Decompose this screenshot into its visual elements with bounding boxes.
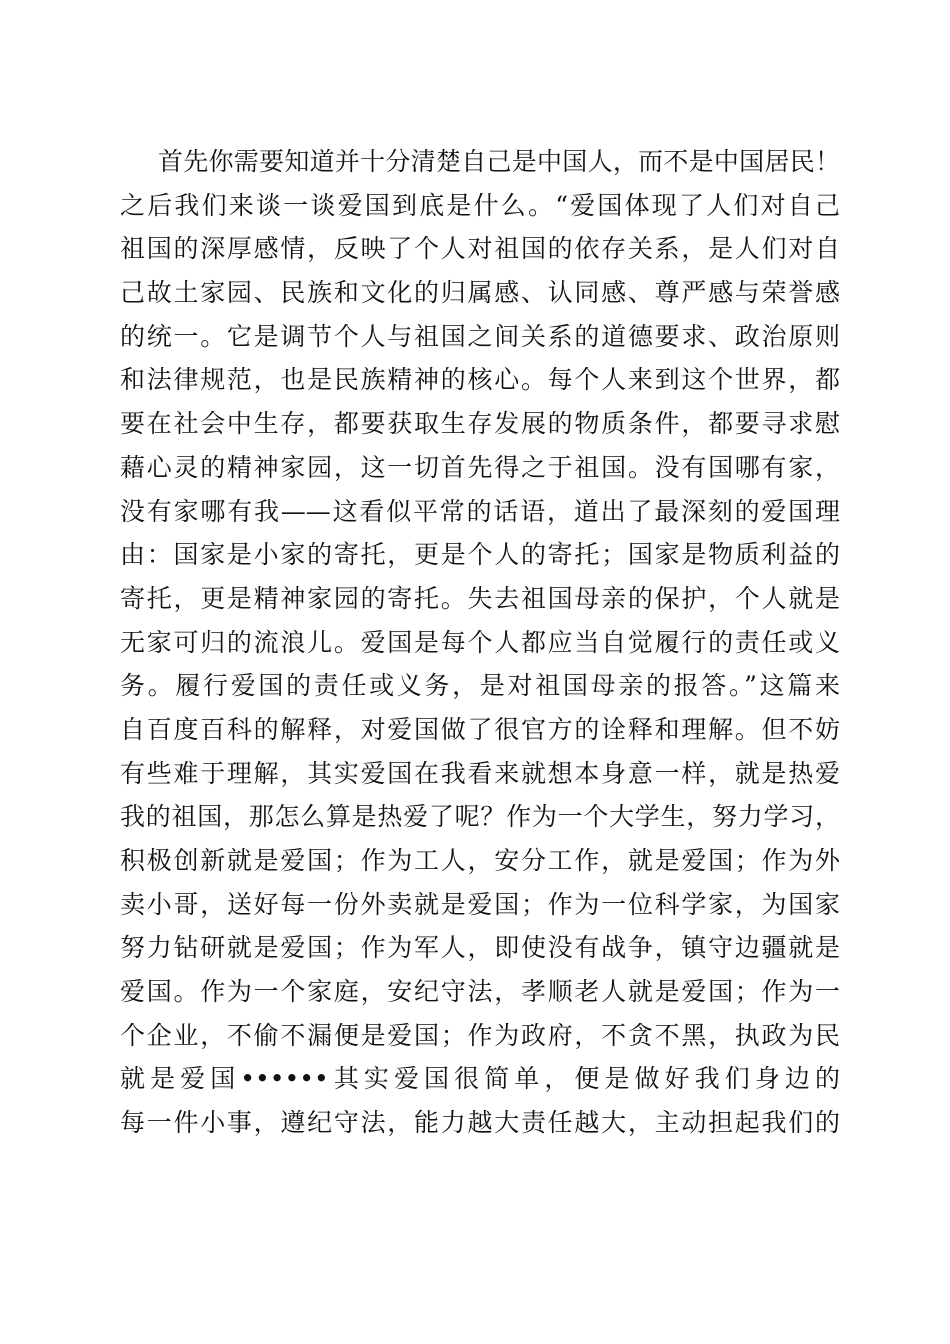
text-line: 藉心灵的精神家园，这一切首先得之于祖国。没有国哪有家，	[120, 452, 840, 482]
text-line: 努力钻研就是爱国；作为军人，即使没有战争，镇守边疆就是	[120, 933, 840, 963]
body-paragraph	[120, 140, 840, 1145]
text-line: 有些难于理解，其实爱国在我看来就想本身意一样，就是热爱	[120, 758, 840, 788]
text-line: 个企业，不偷不漏便是爱国；作为政府，不贪不黑，执政为民	[120, 1020, 840, 1050]
text-line: 爱国。作为一个家庭，安纪守法，孝顺老人就是爱国；作为一	[120, 977, 840, 1007]
text-line: 无家可归的流浪儿。爱国是每个人都应当自觉履行的责任或义	[120, 627, 840, 657]
text-line: 之后我们来谈一谈爱国到底是什么。“爱国体现了人们对自己	[120, 190, 840, 220]
text-line: 自百度百科的解释，对爱国做了很官方的诠释和理解。但不妨	[120, 714, 840, 744]
text-line: 要在社会中生存，都要获取生存发展的物质条件，都要寻求慰	[120, 409, 840, 439]
text-line: 祖国的深厚感情，反映了个人对祖国的依存关系，是人们对自	[120, 234, 840, 264]
text-line: 我的祖国，那怎么算是热爱了呢？作为一个大学生，努力学习，	[120, 802, 840, 832]
text-line: 的统一。它是调节个人与祖国之间关系的道德要求、政治原则	[120, 321, 840, 351]
text-line: 积极创新就是爱国；作为工人，安分工作，就是爱国；作为外	[120, 846, 840, 875]
text-line: 己故土家园、民族和文化的归属感、认同感、尊严感与荣誉感	[120, 278, 840, 308]
text-line: 和法律规范，也是民族精神的核心。每个人来到这个世界，都	[120, 365, 840, 395]
text-line: 务。履行爱国的责任或义务，是对祖国母亲的报答。”这篇来	[120, 671, 840, 701]
text-line: 首先你需要知道并十分清楚自己是中国人，而不是中国居民！	[158, 147, 840, 176]
text-line: 没有家哪有我——这看似平常的话语，道出了最深刻的爱国理	[120, 496, 840, 526]
text-line: 寄托，更是精神家园的寄托。失去祖国母亲的保护，个人就是	[120, 583, 840, 613]
text-line: 每一件小事，遵纪守法，能力越大责任越大，主动担起我们的	[120, 1108, 840, 1138]
text-line: 卖小哥，送好每一份外卖就是爱国；作为一位科学家，为国家	[120, 889, 840, 919]
text-line: 由：国家是小家的寄托，更是个人的寄托；国家是物质利益的	[120, 540, 840, 570]
text-line: 就是爱国••••••其实爱国很简单，便是做好我们身边的	[120, 1064, 840, 1094]
